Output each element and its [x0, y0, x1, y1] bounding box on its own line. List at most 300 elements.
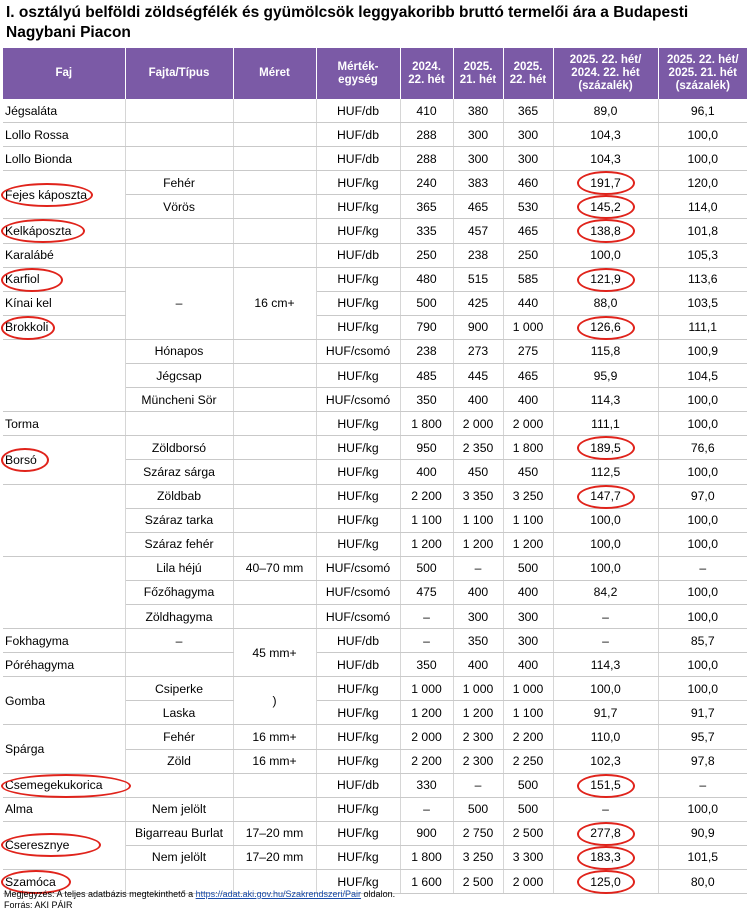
cell-price-2024-22 [400, 219, 453, 243]
cell-text: 440 [517, 296, 539, 311]
cell-meret [233, 484, 316, 508]
header-faj: Faj [3, 48, 125, 99]
cell-text: 365 [416, 199, 437, 214]
cell-text: 300 [517, 151, 539, 166]
cell-fajta [125, 99, 233, 123]
cell-text: Nem jelölt [151, 802, 207, 817]
cell-text: 96,1 [690, 103, 715, 118]
cell-text: 1 100 [411, 513, 442, 528]
cell-pct-wow [658, 870, 747, 894]
table-header-row [3, 48, 747, 99]
cell-unit [316, 243, 400, 267]
cell-text: 100,0 [590, 681, 621, 696]
cell-faj [3, 339, 125, 411]
cell-price-2024-22 [400, 436, 453, 460]
cell-pct-yoy [553, 147, 658, 171]
cell-unit [316, 749, 400, 773]
cell-text: 2 500 [462, 874, 494, 889]
cell-text: Nem jelölt [151, 850, 207, 865]
cell-text: 288 [416, 127, 437, 142]
cell-text: Vörös [163, 199, 195, 214]
cell-price-2025-22 [503, 388, 553, 412]
cell-text: 100,0 [687, 513, 718, 528]
cell-price-2024-22 [400, 315, 453, 339]
cell-price-2024-22 [400, 123, 453, 147]
cell-text: 40–70 mm [245, 561, 304, 576]
cell-price-2025-22 [503, 870, 553, 894]
cell-pct-yoy [553, 364, 658, 388]
cell-text: 1 100 [462, 513, 494, 528]
cell-text: 2 300 [462, 729, 494, 744]
cell-text: 365 [517, 103, 539, 118]
cell-pct-wow [658, 845, 747, 869]
cell-price-2024-22 [400, 845, 453, 869]
cell-text: – [699, 561, 707, 576]
cell-price-2024-22 [400, 532, 453, 556]
cell-text: 100,0 [590, 248, 621, 263]
cell-price-2025-22 [503, 147, 553, 171]
cell-unit [316, 364, 400, 388]
cell-pct-yoy [553, 339, 658, 363]
cell-text: 125,0 [590, 874, 621, 889]
cell-pct-yoy [553, 653, 658, 677]
cell-price-2024-22 [400, 870, 453, 894]
cell-faj [3, 653, 125, 677]
cell-fajta [125, 725, 233, 749]
cell-text: 114,0 [687, 199, 718, 214]
cell-faj [3, 243, 125, 267]
cell-text: 1 000 [462, 681, 494, 696]
cell-text: 1 600 [411, 874, 442, 889]
cell-pct-yoy [553, 773, 658, 797]
cell-text: 350 [416, 392, 437, 407]
cell-faj [3, 123, 125, 147]
cell-fajta [125, 845, 233, 869]
cell-text: HUF/kg [337, 175, 379, 190]
cell-text: Zöldborsó [151, 440, 207, 455]
cell-price-2025-21 [453, 99, 503, 123]
cell-text: 485 [416, 368, 437, 383]
cell-text: HUF/kg [337, 464, 379, 479]
cell-text: 191,7 [590, 175, 621, 190]
cell-text: 3 300 [512, 850, 544, 865]
cell-pct-yoy [553, 436, 658, 460]
cell-text: 113,6 [687, 272, 718, 287]
cell-text: 2 350 [462, 440, 494, 455]
cell-unit [316, 291, 400, 315]
cell-pct-yoy [553, 797, 658, 821]
cell-price-2025-22 [503, 749, 553, 773]
cell-price-2024-22 [400, 267, 453, 291]
cell-text: Jégsaláta [5, 103, 58, 118]
cell-text: 101,8 [687, 224, 718, 239]
cell-fajta [125, 484, 233, 508]
cell-text: 335 [416, 224, 437, 239]
cell-pct-wow [658, 364, 747, 388]
cell-faj [3, 219, 125, 243]
cell-pct-yoy [553, 388, 658, 412]
cell-text: 85,7 [690, 633, 715, 648]
cell-text: 300 [467, 127, 489, 142]
cell-text: HUF/kg [337, 224, 379, 239]
cell-text: HUF/db [337, 151, 379, 166]
cell-text: 1 800 [512, 440, 544, 455]
cell-pct-wow [658, 339, 747, 363]
cell-price-2025-22 [503, 508, 553, 532]
cell-text: 1 800 [411, 850, 442, 865]
cell-pct-yoy [553, 701, 658, 725]
cell-price-2025-22 [503, 436, 553, 460]
cell-price-2025-22 [503, 532, 553, 556]
cell-price-2024-22 [400, 677, 453, 701]
cell-text: 445 [467, 368, 489, 383]
cell-unit [316, 219, 400, 243]
cell-text: 91,7 [593, 705, 618, 720]
cell-text: HUF/kg [337, 705, 379, 720]
cell-price-2024-22 [400, 653, 453, 677]
table-row [3, 556, 747, 580]
cell-meret [233, 267, 316, 339]
cell-pct-wow [658, 508, 747, 532]
cell-price-2025-21 [453, 243, 503, 267]
cell-price-2025-21 [453, 532, 503, 556]
cell-faj [3, 629, 125, 653]
cell-text: 100,0 [687, 802, 718, 817]
cell-text: 900 [467, 320, 489, 335]
cell-text: 238 [467, 248, 489, 263]
cell-meret [233, 677, 316, 725]
cell-price-2025-21 [453, 147, 503, 171]
cell-meret [233, 388, 316, 412]
cell-pct-wow [658, 243, 747, 267]
cell-price-2025-21 [453, 195, 503, 219]
cell-faj [3, 677, 125, 725]
cell-unit [316, 725, 400, 749]
table-row [3, 219, 747, 243]
cell-price-2025-21 [453, 436, 503, 460]
cell-text: 95,7 [690, 729, 715, 744]
cell-text: 2 000 [512, 416, 544, 431]
cell-price-2025-21 [453, 123, 503, 147]
cell-text: 100,0 [590, 513, 621, 528]
cell-text: 100,0 [687, 681, 718, 696]
cell-price-2025-22 [503, 99, 553, 123]
table-row [3, 797, 747, 821]
cell-text: 273 [467, 344, 489, 359]
cell-unit [316, 773, 400, 797]
cell-text: 151,5 [590, 778, 621, 793]
cell-text: 17–20 mm [245, 826, 304, 841]
cell-text: 1 000 [411, 681, 442, 696]
cell-price-2024-22 [400, 821, 453, 845]
cell-text: 1 800 [411, 416, 442, 431]
cell-pct-wow [658, 797, 747, 821]
cell-price-2025-22 [503, 171, 553, 195]
cell-pct-wow [658, 725, 747, 749]
cell-text: 17–20 mm [245, 850, 304, 865]
cell-text: HUF/kg [337, 296, 379, 311]
cell-price-2025-22 [503, 629, 553, 653]
cell-pct-yoy [553, 870, 658, 894]
cell-text: 457 [467, 224, 489, 239]
cell-text: 465 [467, 199, 489, 214]
cell-text: 400 [467, 585, 489, 600]
cell-pct-yoy [553, 629, 658, 653]
cell-price-2024-22 [400, 147, 453, 171]
cell-pct-wow [658, 388, 747, 412]
cell-text: 112,5 [590, 464, 621, 479]
cell-text: 1 000 [512, 681, 544, 696]
cell-text: 330 [416, 778, 437, 793]
cell-pct-yoy [553, 556, 658, 580]
cell-price-2024-22 [400, 580, 453, 604]
cell-text: Müncheni Sör [141, 392, 217, 407]
cell-text: 277,8 [590, 826, 621, 841]
cell-text: HUF/kg [337, 681, 379, 696]
cell-text: 102,3 [590, 754, 621, 769]
table-row [3, 821, 747, 845]
cell-price-2025-21 [453, 412, 503, 436]
cell-text: Csiperke [154, 681, 204, 696]
cell-pct-yoy [553, 677, 658, 701]
cell-price-2025-22 [503, 364, 553, 388]
cell-price-2025-21 [453, 749, 503, 773]
cell-text: 126,6 [590, 320, 621, 335]
cell-text: 500 [467, 802, 489, 817]
cell-pct-wow [658, 653, 747, 677]
cell-price-2025-21 [453, 508, 503, 532]
cell-text: Torma [5, 416, 39, 431]
cell-fajta [125, 749, 233, 773]
table-row [3, 123, 747, 147]
cell-faj [3, 773, 125, 797]
table-row [3, 725, 747, 749]
cell-price-2024-22 [400, 364, 453, 388]
cell-faj [3, 725, 125, 773]
cell-pct-wow [658, 749, 747, 773]
cell-text: 350 [467, 633, 489, 648]
cell-text: 410 [416, 103, 437, 118]
cell-pct-wow [658, 556, 747, 580]
cell-pct-wow [658, 460, 747, 484]
cell-text: HUF/kg [337, 416, 379, 431]
cell-text: 300 [517, 633, 539, 648]
cell-price-2025-21 [453, 484, 503, 508]
cell-text: 88,0 [593, 296, 618, 311]
cell-text: Jégcsap [156, 368, 202, 383]
cell-text: HUF/csomó [325, 392, 391, 407]
cell-text: 97,0 [690, 489, 715, 504]
cell-price-2024-22 [400, 797, 453, 821]
cell-meret [233, 725, 316, 749]
cell-price-2024-22 [400, 171, 453, 195]
cell-text: HUF/kg [337, 199, 379, 214]
header-pct-yoy: 2025. 22. hét/ 2024. 22. hét (százalék) [553, 48, 658, 99]
cell-text: 500 [416, 561, 437, 576]
cell-text: 183,3 [590, 850, 621, 865]
cell-price-2025-22 [503, 797, 553, 821]
cell-faj [3, 147, 125, 171]
table-row [3, 291, 747, 315]
cell-text: Zöldhagyma [145, 609, 213, 624]
table-row [3, 484, 747, 508]
cell-fajta [125, 677, 233, 701]
cell-text: 475 [416, 585, 437, 600]
cell-text: 95,9 [593, 368, 618, 383]
cell-price-2025-21 [453, 725, 503, 749]
cell-price-2025-22 [503, 821, 553, 845]
cell-text: – [423, 609, 430, 624]
cell-fajta [125, 412, 233, 436]
cell-price-2024-22 [400, 99, 453, 123]
cell-pct-wow [658, 147, 747, 171]
cell-price-2025-22 [503, 339, 553, 363]
cell-price-2025-21 [453, 315, 503, 339]
cell-faj [3, 797, 125, 821]
cell-text: 2 200 [411, 754, 442, 769]
cell-price-2024-22 [400, 701, 453, 725]
cell-text: Alma [5, 802, 33, 817]
cell-text: 1 200 [462, 537, 494, 552]
database-link[interactable]: https://adat.aki.gov.hu/Szakrendszeri/Pair [195, 889, 362, 899]
cell-text: 900 [416, 826, 437, 841]
cell-text: HUF/kg [337, 826, 379, 841]
cell-unit [316, 484, 400, 508]
cell-pct-wow [658, 773, 747, 797]
cell-text: 2 750 [462, 826, 494, 841]
cell-text: 110,0 [590, 729, 621, 744]
cell-text: 115,8 [590, 344, 621, 359]
cell-text: Lollo Rossa [5, 127, 69, 142]
cell-meret [233, 629, 316, 677]
cell-text: 76,6 [690, 440, 715, 455]
cell-text: 120,0 [687, 175, 718, 190]
cell-pct-wow [658, 532, 747, 556]
cell-price-2025-22 [503, 484, 553, 508]
cell-pct-yoy [553, 508, 658, 532]
cell-text: Brokkoli [5, 320, 49, 335]
cell-text: 91,7 [690, 705, 715, 720]
cell-text: Fokhagyma [5, 633, 69, 648]
cell-text: 400 [517, 585, 539, 600]
cell-text: 3 350 [462, 489, 494, 504]
cell-text: 585 [517, 272, 539, 287]
cell-text: 240 [416, 175, 437, 190]
cell-text: Fehér [163, 175, 195, 190]
cell-fajta [125, 219, 233, 243]
cell-text: 2 300 [462, 754, 494, 769]
cell-pct-yoy [553, 171, 658, 195]
cell-fajta [125, 460, 233, 484]
cell-text: 400 [467, 392, 489, 407]
cell-text: 80,0 [690, 874, 715, 889]
cell-text: HUF/kg [337, 489, 379, 504]
cell-meret [233, 460, 316, 484]
cell-text: 111,1 [688, 320, 718, 335]
cell-fajta [125, 171, 233, 195]
cell-meret [233, 508, 316, 532]
cell-text: 1 200 [411, 705, 442, 720]
cell-pct-yoy [553, 123, 658, 147]
cell-text: 16 mm+ [252, 729, 297, 744]
cell-pct-wow [658, 436, 747, 460]
cell-fajta [125, 653, 233, 677]
cell-pct-yoy [553, 195, 658, 219]
cell-text: Borsó [5, 452, 37, 467]
cell-text: 84,2 [593, 585, 618, 600]
cell-text: 2 500 [512, 826, 544, 841]
cell-text: HUF/kg [337, 754, 379, 769]
cell-text: 100,0 [590, 561, 621, 576]
cell-unit [316, 412, 400, 436]
cell-unit [316, 797, 400, 821]
cell-fajta [125, 629, 233, 653]
cell-faj [3, 484, 125, 556]
cell-unit [316, 147, 400, 171]
cell-price-2024-22 [400, 195, 453, 219]
cell-pct-wow [658, 195, 747, 219]
cell-fajta [125, 339, 233, 363]
cell-unit [316, 267, 400, 291]
cell-pct-wow [658, 629, 747, 653]
cell-text: HUF/kg [337, 440, 379, 455]
cell-text: 16 mm+ [252, 754, 297, 769]
cell-price-2024-22 [400, 725, 453, 749]
cell-fajta [125, 580, 233, 604]
cell-price-2024-22 [400, 388, 453, 412]
cell-price-2025-21 [453, 604, 503, 628]
note-line [4, 889, 395, 900]
cell-pct-wow [658, 99, 747, 123]
cell-meret [233, 556, 316, 580]
cell-text: HUF/csomó [325, 585, 391, 600]
cell-text: 100,9 [687, 344, 718, 359]
cell-pct-yoy [553, 291, 658, 315]
cell-text: HUF/kg [337, 850, 379, 865]
cell-meret [233, 749, 316, 773]
cell-text: 114,3 [590, 392, 621, 407]
cell-fajta [125, 556, 233, 580]
cell-faj [3, 291, 125, 315]
cell-price-2025-21 [453, 171, 503, 195]
table-row [3, 677, 747, 701]
cell-pct-wow [658, 219, 747, 243]
cell-text: 97,8 [690, 754, 715, 769]
cell-text: 3 250 [512, 489, 544, 504]
cell-pct-yoy [553, 243, 658, 267]
cell-text: – [602, 802, 609, 817]
cell-text: HUF/csomó [325, 344, 391, 359]
cell-text: 103,5 [687, 296, 718, 311]
cell-pct-wow [658, 123, 747, 147]
cell-price-2025-22 [503, 556, 553, 580]
cell-price-2025-22 [503, 604, 553, 628]
cell-text: – [175, 296, 183, 311]
cell-pct-wow [658, 821, 747, 845]
cell-text: 400 [416, 464, 437, 479]
cell-fajta [125, 364, 233, 388]
cell-text: 104,3 [590, 127, 621, 142]
cell-faj [3, 267, 125, 291]
cell-text: – [602, 633, 609, 648]
cell-text: 100,0 [687, 537, 718, 552]
cell-text: 121,9 [590, 272, 621, 287]
cell-meret [233, 821, 316, 845]
cell-text: 189,5 [590, 440, 621, 455]
footnote [4, 889, 395, 911]
cell-pct-yoy [553, 315, 658, 339]
cell-unit [316, 508, 400, 532]
